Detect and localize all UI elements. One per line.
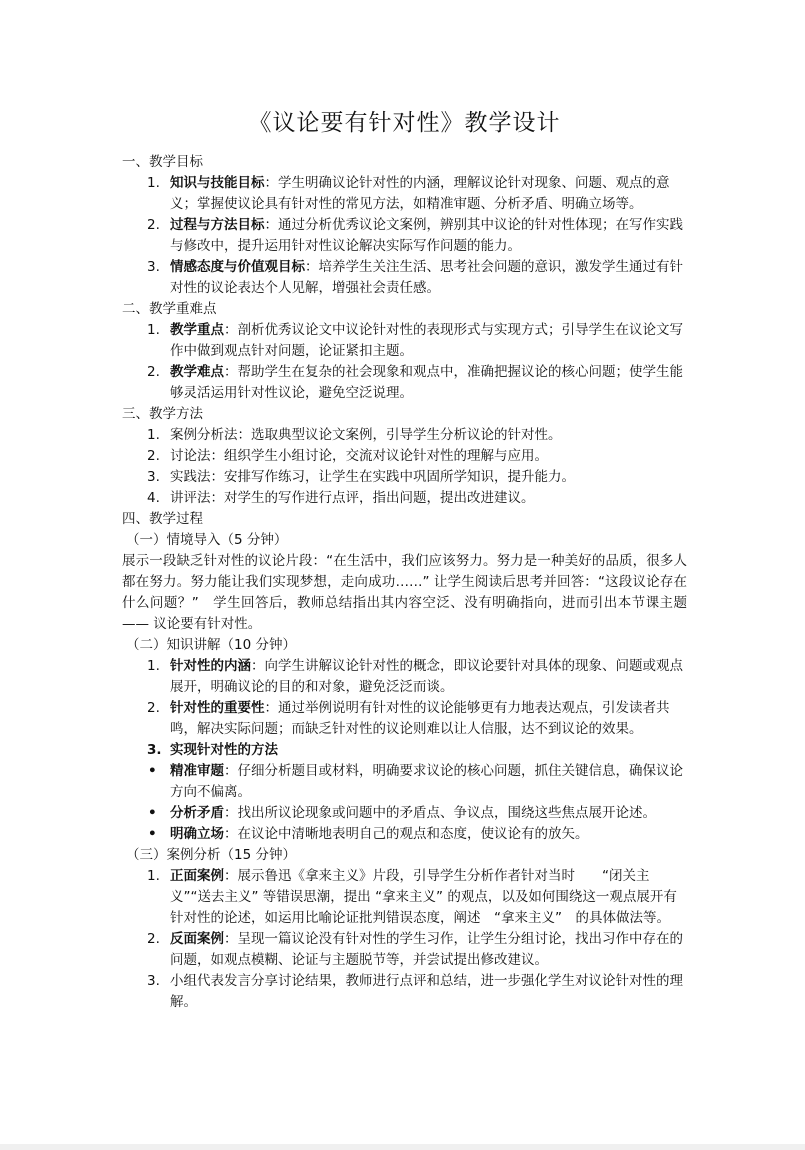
list-item: 1. 针对性的内涵：向学生讲解议论针对性的概念，即议论要针对具体的现象、问题或观点展开，明确议论的目的和对象，避免泛泛而谈。 — [147, 658, 683, 695]
list-item: 2. 教学难点：帮助学生在复杂的社会现象和观点中，准确把握议论的核心问题；使学生能够灵活运用针对性议论，避免空泛说理。 — [147, 364, 683, 401]
section-heading-process: 四、教学过程 — [122, 511, 203, 527]
section-heading-key-points: 二、教学重难点 — [122, 301, 217, 317]
goals-list — [122, 173, 687, 299]
list-item: 3. 小组代表发言分享讨论结果，教师进行点评和总结，进一步强化学生对议论针对性的理解。 — [147, 973, 683, 1010]
list-item: 2. 针对性的重要性：通过举例说明有针对性的议论能够更有力地表达观点，引发读者共鸣，解决实际问题；而缺乏针对性的议论则难以让人信服，达不到议论的效果。 — [147, 700, 670, 737]
bullet-item: • 精准审题：仔细分析题目或材料，明确要求议论的核心问题，抓住关键信息，确保议论方向不偏离。 — [148, 763, 683, 800]
page-bottom-edge — [0, 1144, 805, 1150]
bullet-item: • 明确立场：在议论中清晰地表明自己的观点和态度，使议论有的放矢。 — [148, 826, 589, 842]
list-item: 2. 过程与方法目标：通过分析优秀议论文案例，辨别其中议论的针对性体现；在写作实践与修改中，提升运用针对性议论解决实际写作问题的能力。 — [147, 217, 683, 254]
section-heading-methods: 三、教学方法 — [122, 406, 203, 422]
bullet-item: • 分析矛盾：找出所议论现象或问题中的矛盾点、争议点，围绕这些焦点展开论述。 — [148, 805, 656, 821]
subsection-heading-intro: （一）情境导入（5 分钟） — [126, 532, 288, 548]
document-title: 《议论要有针对性》教学设计 — [248, 110, 561, 136]
section-heading-goals: 一、教学目标 — [122, 154, 203, 170]
list-item: 2. 讨论法：组织学生小组讨论，交流对议论针对性的理解与应用。 — [147, 448, 548, 464]
list-item: 1. 教学重点：剖析优秀议论文中议论针对性的表现形式与实现方式；引导学生在议论文写作中做到观点针对问题，论证紧扣主题。 — [147, 322, 683, 359]
intro-paragraph: 展示一段缺乏针对性的议论片段：“在生活中，我们应该努力。努力是一种美好的品质，很多人都在努力。努力能让我们实现梦想，走向成功……” 让学生阅读后思考并回答：“这段议论存在什么问题？” 学生回答后，教师总结指出其内容空泛、没有明确指向，进而引出本节课主题 —— 议论要有针对性。 — [122, 553, 687, 632]
subsection-heading-knowledge: （二）知识讲解（10 分钟） — [126, 637, 296, 653]
list-item: 4. 讲评法：对学生的写作进行点评，指出问题，提出改进建议。 — [147, 490, 535, 506]
subsection-heading-cases: （三）案例分析（15 分钟） — [126, 847, 296, 863]
key-points-list — [122, 320, 687, 404]
list-item: 3. 实践法：安排写作练习，让学生在实践中巩固所学知识，提升能力。 — [147, 469, 575, 485]
list-item: 2. 反面案例：呈现一篇议论没有针对性的学生习作，让学生分组讨论，找出习作中存在的问题，如观点模糊、论证与主题脱节等，并尝试提出修改建议。 — [147, 931, 683, 968]
knowledge-list — [122, 656, 687, 761]
cases-list — [122, 866, 687, 1013]
list-item: 3. 情感态度与价值观目标：培养学生关注生活、思考社会问题的意识，激发学生通过有针对性的议论表达个人见解，增强社会责任感。 — [147, 259, 683, 296]
list-item: 3. 实现针对性的方法 — [147, 742, 278, 758]
list-item: 1. 知识与技能目标：学生明确议论针对性的内涵，理解议论针对现象、问题、观点的意义；掌握使议论具有针对性的常见方法，如精准审题、分析矛盾、明确立场等。 — [147, 175, 670, 212]
methods-list — [122, 425, 687, 509]
methods-bullet-list — [122, 761, 687, 845]
list-item: 1. 案例分析法：选取典型议论文案例，引导学生分析议论的针对性。 — [147, 427, 562, 443]
list-item: 1. 正面案例：展示鲁迅《拿来主义》片段，引导学生分析作者针对当时 “闭关主义”“送去主义” 等错误思潮，提出 “拿来主义” 的观点，以及如何围绕这一观点展开有针对性的论述，如运用比喻论证批判错误态度，阐述 “拿来主义” 的具体做法等。 — [147, 868, 677, 926]
